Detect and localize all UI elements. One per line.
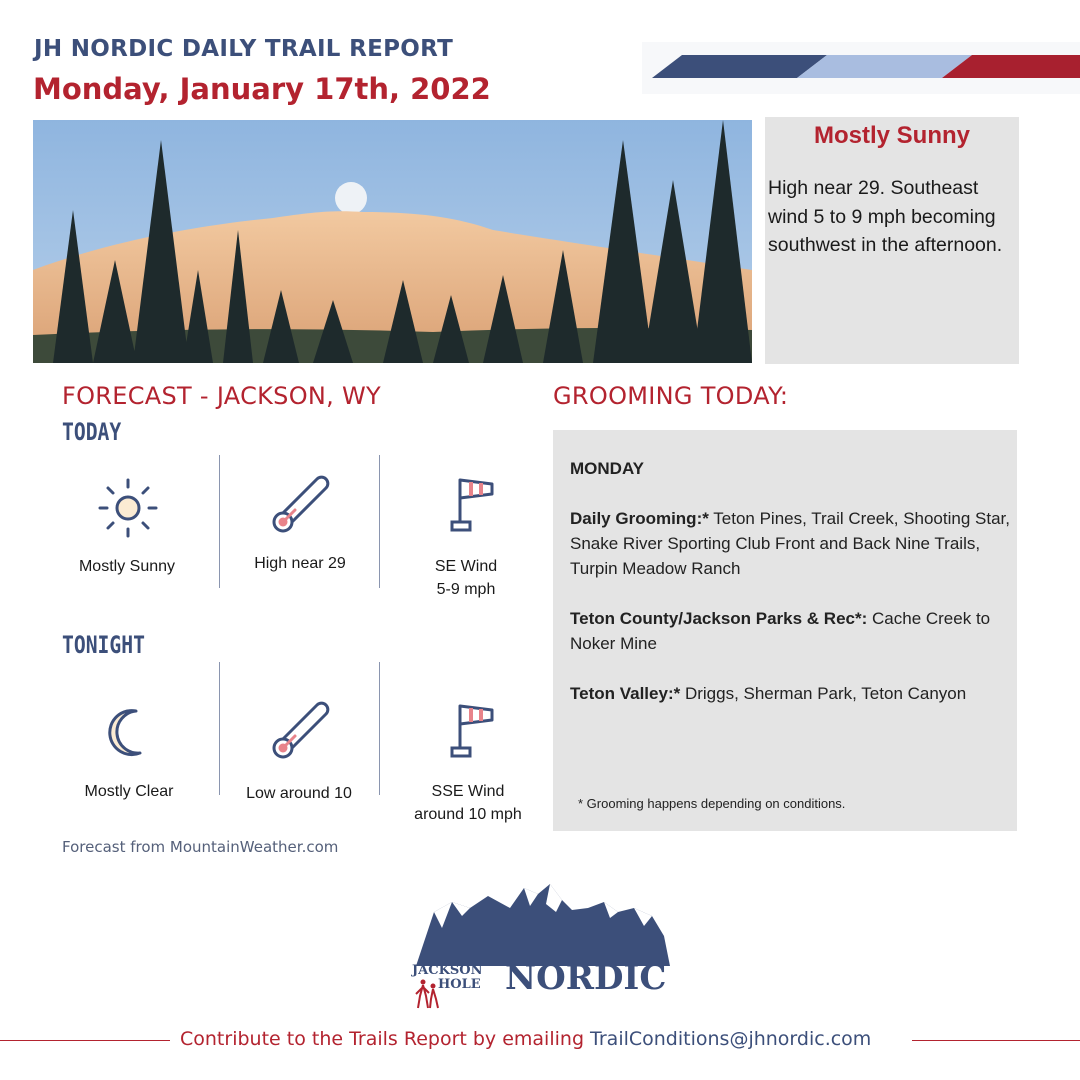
divider <box>379 455 380 588</box>
tonight-wind-label: SSE Wind around 10 mph <box>414 783 522 823</box>
today-temp-label: High near 29 <box>254 555 346 572</box>
logo-hole: HOLE <box>438 977 481 992</box>
grooming-heading: GROOMING TODAY: <box>553 382 789 410</box>
today-wind-label: SE Wind 5-9 mph <box>434 558 498 598</box>
moon-icon <box>94 697 166 769</box>
grooming-details <box>570 456 1010 731</box>
grooming-entry: Teton County/Jackson Parks & Rec*: Cache Creek to Noker Mine <box>570 609 991 653</box>
decorative-stripes <box>642 42 1080 94</box>
windsock-icon <box>434 698 506 770</box>
report-title: JH NORDIC DAILY TRAIL REPORT <box>34 36 454 62</box>
grooming-day: MONDAY <box>570 459 644 478</box>
grooming-note: * Grooming happens depending on conditions. <box>578 796 846 811</box>
footer-divider-left <box>0 1040 170 1041</box>
report-date: Monday, January 17th, 2022 <box>33 72 491 106</box>
logo-jackson: JACKSON <box>412 963 483 978</box>
tonight-sky-label: Mostly Clear <box>84 783 174 800</box>
footer-divider-right <box>912 1040 1080 1041</box>
tonight-label: TONIGHT <box>62 631 145 659</box>
divider <box>379 662 380 795</box>
trail-photo <box>33 120 752 363</box>
forecast-heading: FORECAST - JACKSON, WY <box>62 382 381 410</box>
today-label: TODAY <box>62 418 122 446</box>
jackson-hole-nordic-logo <box>412 882 674 1012</box>
footer-text: Contribute to the Trails Report by emailing <box>180 1028 591 1050</box>
footer-contribute <box>180 1028 871 1050</box>
today-sky-label: Mostly Sunny <box>78 558 176 575</box>
windsock-icon <box>434 472 506 544</box>
summary-text: High near 29. Southeast wind 5 to 9 mph becoming southwest in the afternoon. <box>768 177 1003 256</box>
thermometer-icon <box>264 471 336 543</box>
tonight-temp-label: Low around 10 <box>246 785 352 802</box>
divider <box>219 662 220 795</box>
grooming-entry: Daily Grooming:* Teton Pines, Trail Creek, Shooting Star, Snake River Sporting Club Front and Back Nine Trails, Turpin Meadow Ranch <box>570 509 1010 578</box>
contact-email-link[interactable]: TrailConditions@jhnordic.com <box>590 1028 872 1050</box>
grooming-entry: Teton Valley:* Driggs, Sherman Park, Teton Canyon <box>570 684 967 703</box>
skier-icon <box>414 978 440 1010</box>
thermometer-icon <box>264 697 336 769</box>
sun-icon <box>92 472 164 544</box>
forecast-source: Forecast from MountainWeather.com <box>62 838 339 856</box>
summary-heading: Mostly Sunny <box>813 122 970 149</box>
logo-nordic: NORDIC <box>505 958 667 998</box>
divider <box>219 455 220 588</box>
